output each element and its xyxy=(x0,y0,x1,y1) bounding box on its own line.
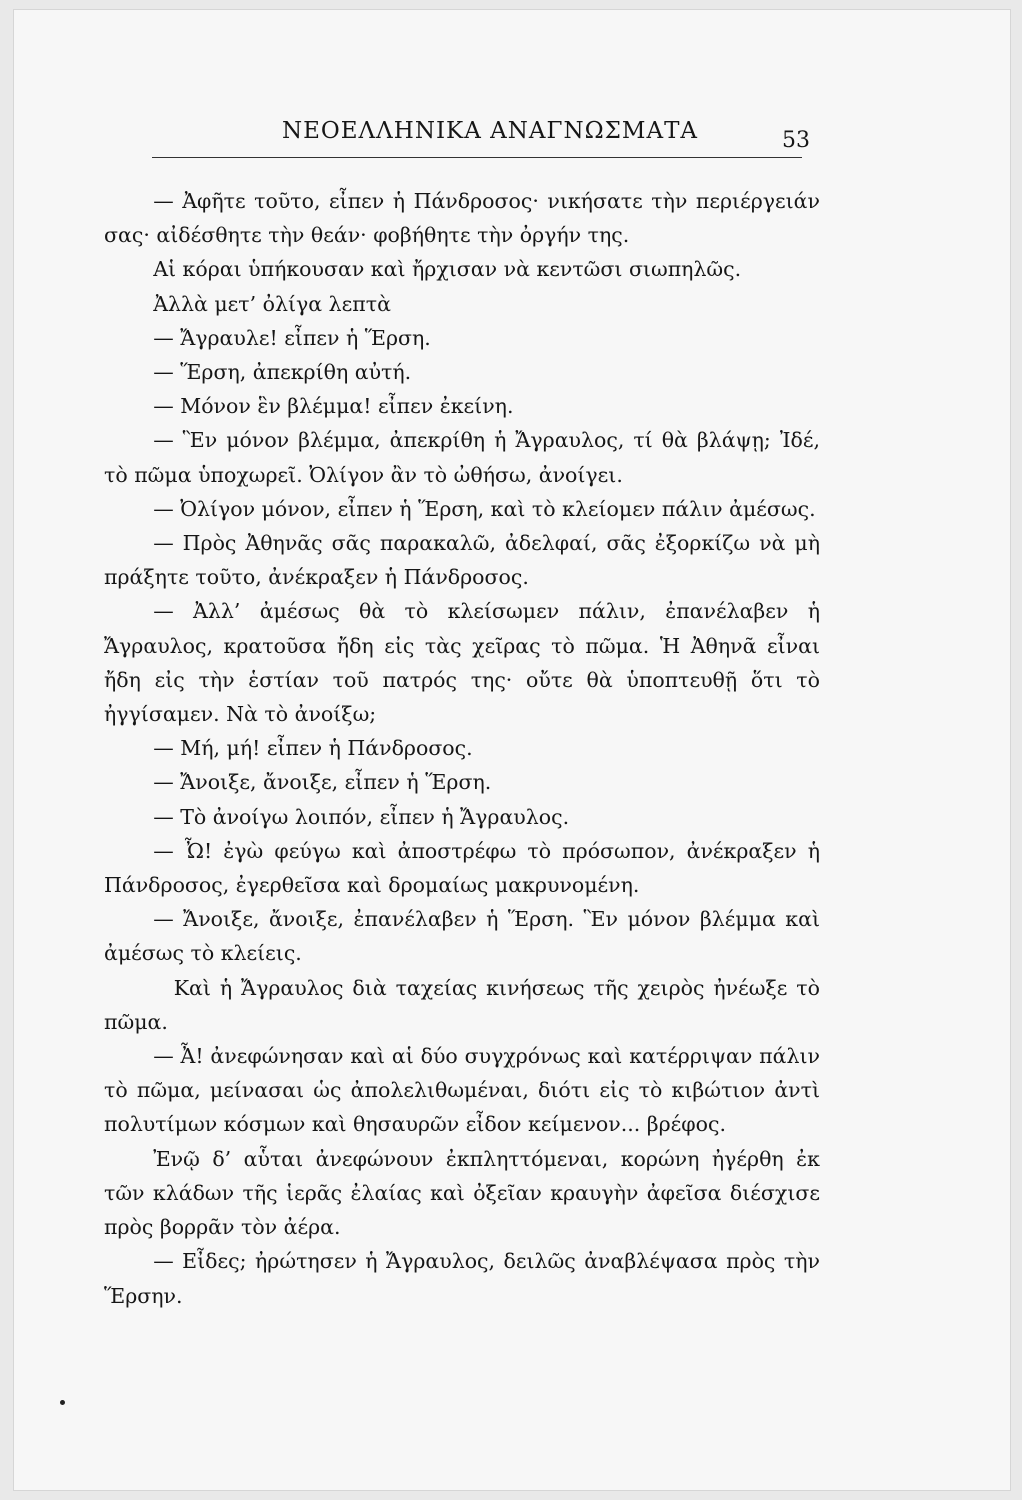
paragraph: — Ἕρση, ἀπεκρίθη αὐτή. xyxy=(153,360,412,385)
paragraph: — Μή, μή! εἶπεν ἡ Πάνδροσος. xyxy=(153,736,473,761)
paragraph: Καὶ ἡ Ἄγραυλος διὰ ταχείας κινήσεως τῆς χειρὸς ἠνέωξε τὸ πῶμα. xyxy=(104,975,820,1034)
paragraph: Ἐνῷ δ’ αὗται ἀνεφώνουν ἐκπληττόμεναι, κορώνη ἠγέρθη ἐκ τῶν κλάδων τῆς ἱερᾶς ἐλαίας καὶ ὀξεῖαν κραυγὴν ἀφεῖσα διέσχισε πρὸς βορρᾶν τὸν ἀέρα. xyxy=(104,1146,820,1240)
ink-dot xyxy=(60,1400,65,1405)
paragraph: — Ὦ! ἐγὼ φεύγω καὶ ἀποστρέφω τὸ πρόσωπον, ἀνέκραξεν ἡ Πάνδροσος, ἐγερθεῖσα καὶ δρομαίως μακρυνομένη. xyxy=(104,838,820,898)
page-number: 53 xyxy=(782,128,810,153)
paragraph: — Τὸ ἀνοίγω λοιπόν, εἶπεν ἡ Ἄγραυλος. xyxy=(153,804,570,829)
paragraph: — Ἆ! ἀνεφώνησαν καὶ αἱ δύο συγχρόνως καὶ κατέρριψαν πάλιν τὸ πῶμα, μείνασαι ὡς ἀπολελιθωμέναι, διότι εἰς τὸ κιβώτιον ἀντὶ πολυτίμων κόσμων καὶ θησαυρῶν εἶδον κείμενον... βρέφος. xyxy=(104,1044,820,1137)
paragraph: — Ἄνοιξε, ἄνοιξε, εἶπεν ἡ Ἕρση. xyxy=(153,770,492,795)
paragraph: Ἀλλὰ μετ’ ὀλίγα λεπτὰ xyxy=(153,291,391,316)
paragraph: — Μόνον ἓν βλέμμα! εἶπεν ἐκείνη. xyxy=(153,394,514,419)
paragraph: — Πρὸς Ἀθηνᾶς σᾶς παρακαλῶ, ἀδελφαί, σᾶς ἐξορκίζω νὰ μὴ πράξητε τοῦτο, ἀνέκραξεν ἡ Πάνδροσος. xyxy=(104,531,820,590)
paragraph: — Ἓν μόνον βλέμμα, ἀπεκρίθη ἡ Ἄγραυλος, τί θὰ βλάψῃ; Ἰδέ, τὸ πῶμα ὑποχωρεῖ. Ὀλίγον ἂν τὸ ὠθήσω, ἀνοίγει. xyxy=(104,428,820,487)
paragraph: — Ἄγραυλε! εἶπεν ἡ Ἕρση. xyxy=(153,325,431,350)
page-header xyxy=(150,118,840,158)
paragraph: — Ἄνοιξε, ἄνοιξε, ἐπανέλαβεν ἡ Ἕρση. Ἓν μόνον βλέμμα καὶ ἀμέσως τὸ κλείεις. xyxy=(104,907,820,966)
paragraph: Αἱ κόραι ὑπήκουσαν καὶ ἤρχισαν νὰ κεντῶσι σιωπηλῶς. xyxy=(153,257,742,282)
paragraph: — Ἀφῆτε τοῦτο, εἶπεν ἡ Πάνδροσος· νικήσατε τὴν περιέργειάν σας· αἰδέσθητε τὴν θεάν· φοβήθητε τὴν ὀργήν της. xyxy=(104,189,820,248)
paragraph: — Ἀλλ’ ἀμέσως θὰ τὸ κλείσωμεν πάλιν, ἐπανέλαβεν ἡ Ἄγραυλος, κρατοῦσα ἤδη εἰς τὰς χεῖρας τὸ πῶμα. Ἡ Ἀθηνᾶ εἶναι ἤδη εἰς τὴν ἑστίαν τοῦ πατρός της· οὔτε θὰ ὑποπτευθῇ ὅτι τὸ ἠγγίσαμεν. Νὰ τὸ ἀνοίξω; xyxy=(104,599,820,727)
running-title: ΝΕΟΕΛΛΗΝΙΚΑ ΑΝΑΓΝΩΣΜΑΤΑ xyxy=(282,118,699,144)
body-text xyxy=(104,184,820,1313)
header-rule xyxy=(152,157,802,158)
paragraph: — Ὀλίγον μόνον, εἶπεν ἡ Ἕρση, καὶ τὸ κλείομεν πάλιν ἀμέσως. xyxy=(153,496,816,521)
paragraph: — Εἶδες; ἠρώτησεν ἡ Ἄγραυλος, δειλῶς ἀναβλέψασα πρὸς τὴν Ἕρσην. xyxy=(104,1249,820,1308)
